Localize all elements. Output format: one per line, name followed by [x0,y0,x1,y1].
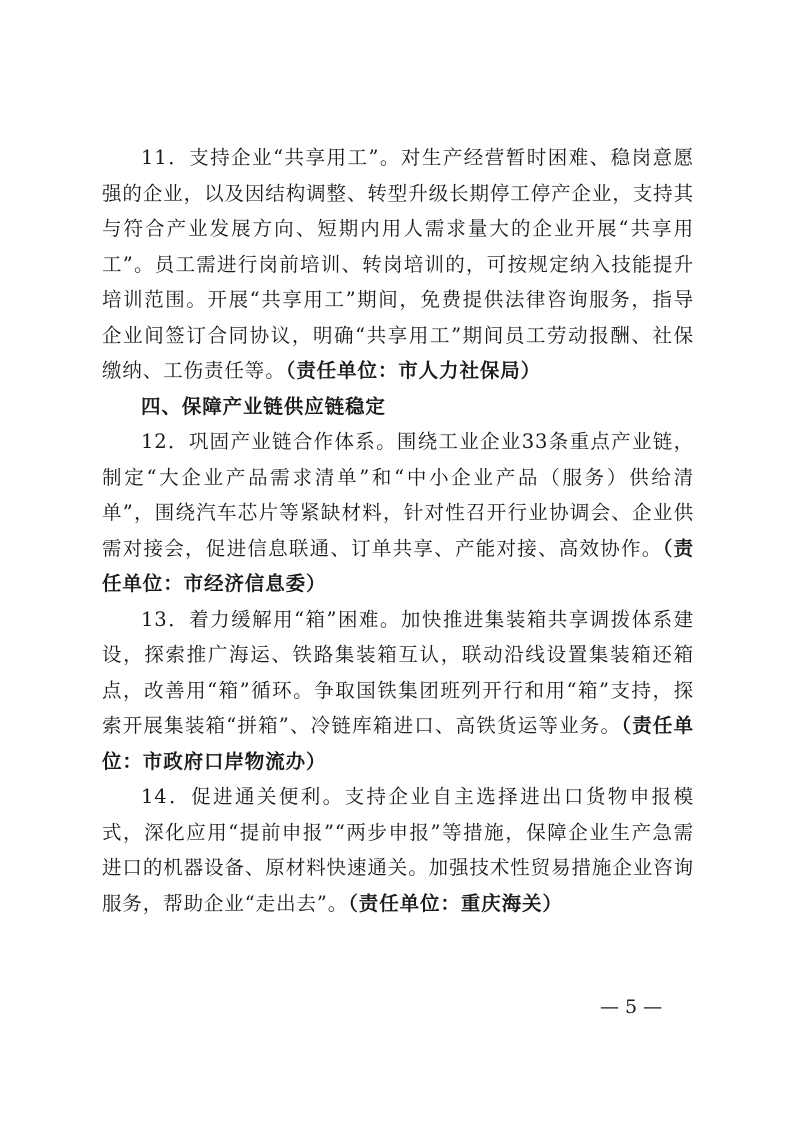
responsible-unit: （责任单位：市人力社保局） [285,359,542,382]
page-number: — 5 — [600,996,663,1018]
paragraph-text: 14．促进通关便利。支持企业自主选择进出口货物申报模式，深化应用“提前申报”“两步申报”等措施，保障企业生产急需进口的机器设备、原材料快速通关。加强技术性贸易措施企业咨询服务，帮助企业“走出去”。 [102,785,694,915]
document-body [102,140,694,921]
responsible-unit: （责任单位：市经济信息委） [102,536,694,595]
paragraph-13 [102,602,694,780]
paragraph-12 [102,424,694,602]
paragraph-11 [102,140,694,389]
responsible-unit: （责任单位：市政府口岸物流办） [102,714,694,773]
section-heading: 四、保障产业链供应链稳定 [141,394,386,418]
responsible-unit: （责任单位：重庆海关） [348,891,563,915]
paragraph-text: 13．着力缓解用“箱”困难。加快推进集装箱共享调拨体系建设，探索推广海运、铁路集装箱互认，联动沿线设置集装箱还箱点，改善用“箱”循环。争取国铁集团班列开行和用“箱”支持，探索开展集装箱“拼箱”、冷链库箱进口、高铁货运等业务。 [102,607,694,737]
paragraph-text: 12．巩固产业链合作体系。围绕工业企业33条重点产业链，制定“大企业产品需求清单”和“中小企业产品（服务）供给清单”，围绕汽车芯片等紧缺材料，针对性召开行业协调会、企业供需对接会，促进信息联通、订单共享、产能对接、高效协作。 [102,430,694,560]
paragraph-text: 11．支持企业“共享用工”。对生产经营暂时困难、稳岗意愿强的企业，以及因结构调整、转型升级长期停工停产企业，支持其与符合产业发展方向、短期内用人需求量大的企业开展“共享用工”。员工需进行岗前培训、转岗培训的，可按规定纳入技能提升培训范围。开展“共享用工”期间，免费提供法律咨询服务，指导企业间签订合同协议，明确“共享用工”期间员工劳动报酬、社保缴纳、工伤责任等。 [102,146,694,382]
paragraph-14 [102,779,694,921]
